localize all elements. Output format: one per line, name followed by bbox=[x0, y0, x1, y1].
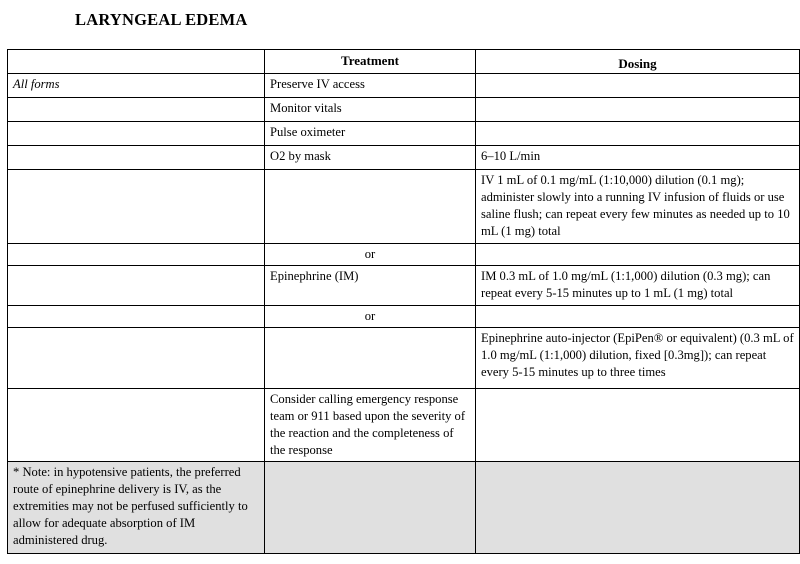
table-row bbox=[8, 328, 800, 389]
dosing-cell: IV 1 mL of 0.1 mg/mL (1:10,000) dilution (0.1 mg); administer slowly into a running IV infusion of fluids or use saline flush; can repeat every few minutes as needed up to 10 mL (1 mg) total bbox=[476, 170, 800, 244]
dosing-cell bbox=[476, 74, 800, 98]
dosing-cell: Epinephrine auto-injector (EpiPen® or equivalent) (0.3 mL of 1.0 mg/mL (1:1,000) dilution, fixed [0.3mg]); can repeat every 5-15 minutes up to three times bbox=[476, 328, 800, 389]
table-row bbox=[8, 98, 800, 122]
table-row bbox=[8, 244, 800, 266]
or-separator: or bbox=[265, 306, 476, 328]
condition-cell bbox=[8, 98, 265, 122]
dosing-cell bbox=[476, 306, 800, 328]
table-row bbox=[8, 306, 800, 328]
condition-cell bbox=[8, 328, 265, 389]
table-row bbox=[8, 462, 800, 554]
table-row bbox=[8, 122, 800, 146]
dosing-cell: IM 0.3 mL of 1.0 mg/mL (1:1,000) dilution (0.3 mg); can repeat every 5-15 minutes up to 1 mL (1 mg) total bbox=[476, 266, 800, 306]
condition-cell bbox=[8, 389, 265, 462]
footnote-cell: * Note: in hypotensive patients, the preferred route of epinephrine delivery is IV, as the extremities may not be perfused sufficiently to allow for adequate absorption of IM administered drug. bbox=[8, 462, 265, 554]
dosing-cell bbox=[476, 462, 800, 554]
table-row bbox=[8, 170, 800, 244]
table-row bbox=[8, 266, 800, 306]
header-blank-cell bbox=[8, 50, 265, 74]
page-title: LARYNGEAL EDEMA bbox=[75, 10, 248, 29]
dosing-cell bbox=[476, 122, 800, 146]
condition-cell bbox=[8, 170, 265, 244]
treatment-cell bbox=[265, 462, 476, 554]
condition-cell bbox=[8, 266, 265, 306]
treatment-cell: Preserve IV access bbox=[265, 74, 476, 98]
table-row bbox=[8, 146, 800, 170]
header-dosing: Dosing bbox=[476, 50, 800, 74]
condition-cell bbox=[8, 244, 265, 266]
table-row bbox=[8, 389, 800, 462]
treatment-cell: O2 by mask bbox=[265, 146, 476, 170]
condition-cell bbox=[8, 122, 265, 146]
condition-cell bbox=[8, 306, 265, 328]
header-row bbox=[8, 50, 800, 74]
treatment-cell: Pulse oximeter bbox=[265, 122, 476, 146]
dosing-cell bbox=[476, 389, 800, 462]
dosing-cell bbox=[476, 98, 800, 122]
table-row bbox=[8, 74, 800, 98]
treatment-cell bbox=[265, 328, 476, 389]
treatment-cell: Monitor vitals bbox=[265, 98, 476, 122]
condition-cell: All forms bbox=[8, 74, 265, 98]
header-treatment: Treatment bbox=[265, 50, 476, 74]
treatment-cell: Epinephrine (IM) bbox=[265, 266, 476, 306]
laryngeal-edema-table bbox=[7, 49, 800, 554]
condition-cell bbox=[8, 146, 265, 170]
dosing-cell bbox=[476, 244, 800, 266]
or-separator: or bbox=[265, 244, 476, 266]
treatment-cell bbox=[265, 170, 476, 244]
dosing-cell: 6–10 L/min bbox=[476, 146, 800, 170]
treatment-cell: Consider calling emergency response team or 911 based upon the severity of the reaction and the completeness of the response bbox=[265, 389, 476, 462]
